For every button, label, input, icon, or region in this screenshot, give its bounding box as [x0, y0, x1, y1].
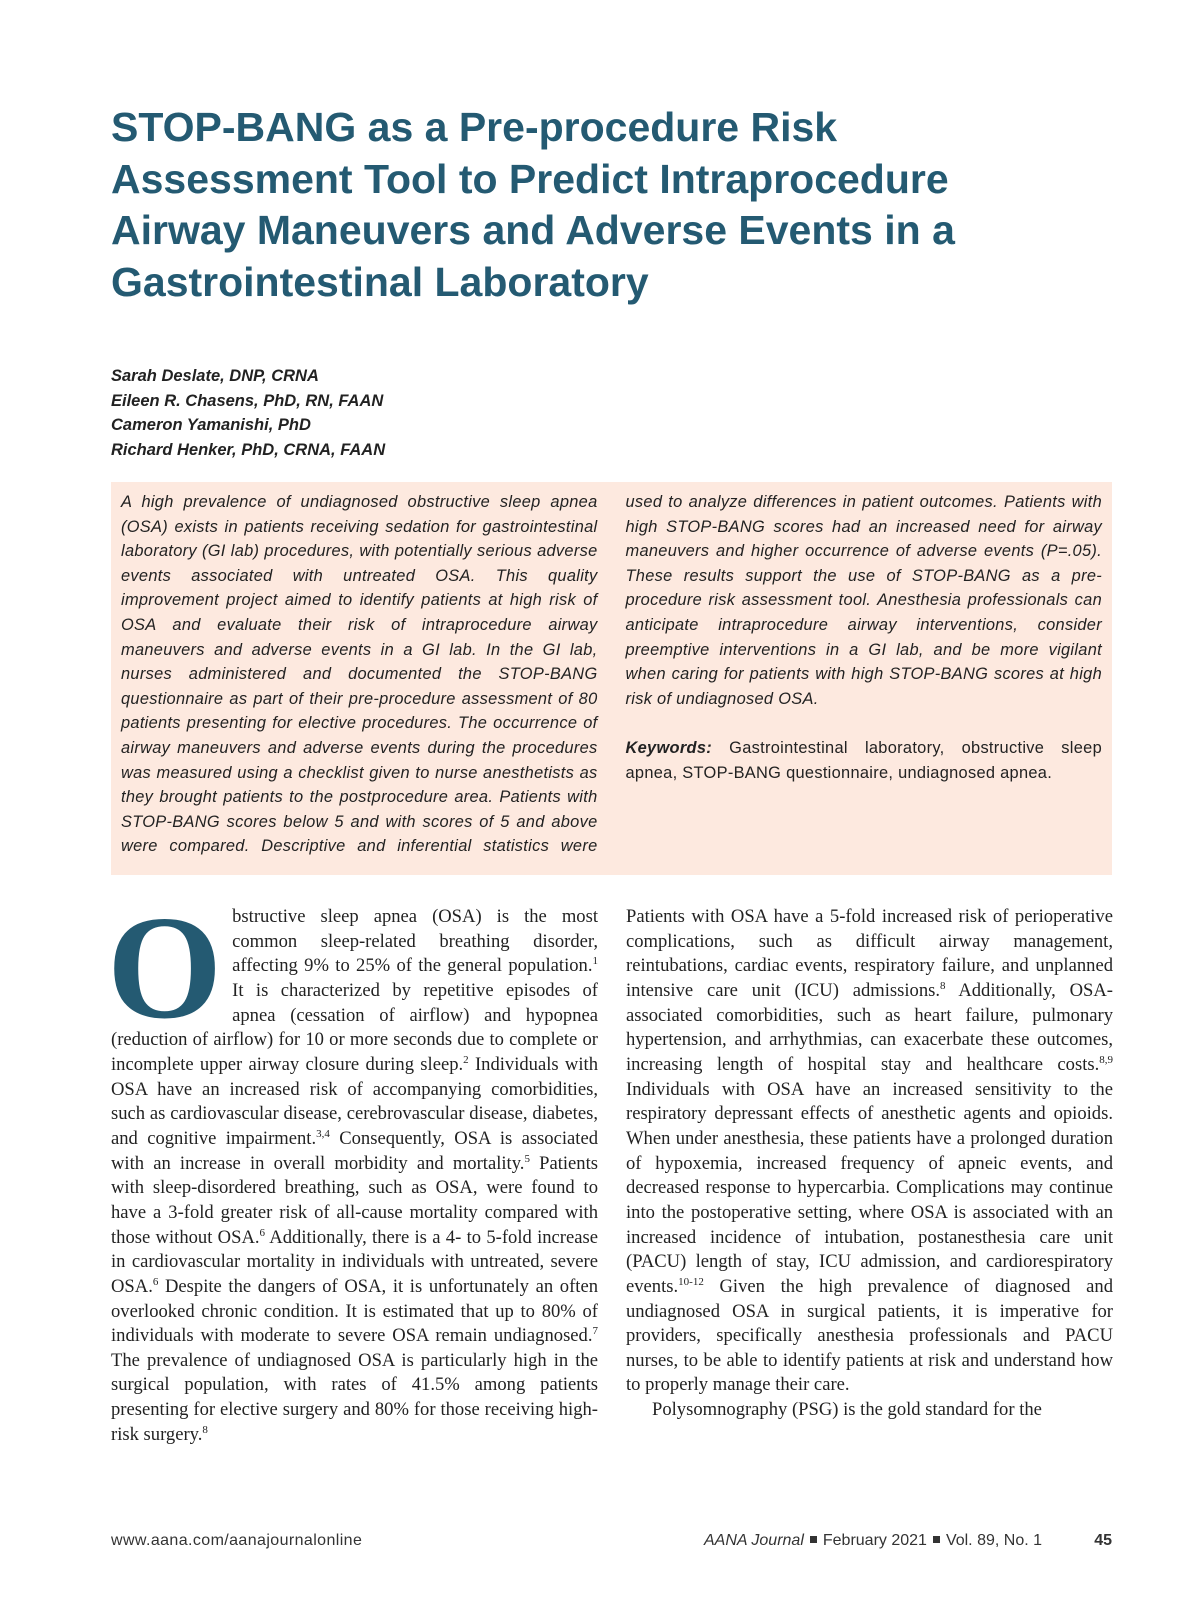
text-run: Additionally, there is a 4- to 5-fold increase in cardiovascular mortality in individuals with untreated, severe OSA.: [111, 1226, 598, 1297]
drop-cap: O: [107, 886, 223, 1050]
separator-square-icon: [810, 1536, 817, 1543]
citation-superscript: 6: [152, 1275, 159, 1288]
text-run: Consequently, OSA is associated with an increase in overall morbidity and mortality.: [111, 1127, 598, 1174]
citation-superscript: 5: [524, 1152, 530, 1165]
text-run: Polysomnography (PSG) is the gold standard for the: [652, 1399, 1042, 1421]
page-number: 45: [1094, 1532, 1112, 1549]
journal-url[interactable]: www.aana.com/aanajournalonline: [111, 1532, 363, 1549]
issue-date: February 2021: [822, 1532, 927, 1549]
text-run: Given the high prevalence of diagnosed and undiagnosed OSA in surgical patients, it is imperative for providers, specifically anesthesia professionals and PACU nurses, to be able to identify patients at risk and understand how to properly manage their care.: [626, 1275, 1113, 1396]
citation-superscript: 8: [202, 1423, 208, 1436]
abstract-text: A high prevalence of undiagnosed obstructive sleep apnea (OSA) exists in patients receiving sedation for gastrointestinal laboratory (GI lab) procedures, with potentially serious adverse events associated with untreated OSA. This quality improvement project aimed to identify patients at high risk of OSA and evaluate their risk of intraprocedure airway maneuvers and adverse events in a GI lab. In the GI lab, nurses administered and documented the STOP-BANG questionnaire as part of their pre-procedure assessment of 80 patients presenting for elective procedures. The occurrence of airway maneuvers and adverse events during the procedures was measured using a checklist given to nurse anesthetists as they brought patients to the postprocedure area. Patients with STOP-BANG scores below 5 and with scores of 5 and above were compared. Descriptive and inferential statistics were used to analyze differences in patient outcomes. Patients with high STOP-BANG scores had an increased need for airway maneuvers and higher occurrence of adverse events (P=.05). These results support the use of STOP-BANG as a pre-procedure risk assessment tool. Anesthesia professionals can anticipate intraprocedure airway interventions, consider preemptive interventions in a GI lab, and be more vigilant when caring for patients with high STOP-BANG scores at high risk of undiagnosed OSA.: [121, 493, 1102, 856]
citation-superscript: 2: [463, 1053, 469, 1066]
keywords-label: Keywords:: [625, 738, 712, 757]
text-run: The prevalence of undiagnosed OSA is particularly high in the surgical population, with rates of 41.5% among patients presenting for elective surgery and 80% for those receiving high-risk surgery.: [111, 1349, 598, 1445]
volume-issue: Vol. 89, No. 1: [945, 1532, 1042, 1549]
citation-superscript: 8: [940, 979, 946, 992]
body-column-right: [626, 905, 1113, 1423]
text-run: Additionally, OSA-associated comorbidities, such as heart failure, pulmonary hypertension, and arrhythmias, can exacerbate these outcomes, increasing length of hospital stay and healthcare costs.: [626, 979, 1113, 1075]
citation-superscript: 1: [592, 955, 598, 968]
text-run: Patients with OSA have a 5-fold increased risk of perioperative complications, such as difficult airway management, reintubations, cardiac events, respiratory failure, and unplanned intensive care unit (ICU) admissions.: [626, 906, 1113, 1001]
author: Richard Henker, PhD, CRNA, FAAN: [111, 440, 386, 459]
author-list: [111, 364, 385, 462]
citation-superscript: 10-12: [678, 1275, 704, 1288]
text-run: Despite the dangers of OSA, it is unfortunately an often overlooked chronic condition. It is estimated that up to 80% of individuals with moderate to severe OSA remain undiagnosed.: [111, 1275, 598, 1347]
journal-name: AANA Journal: [703, 1532, 804, 1549]
text-run: Individuals with OSA have an increased risk of accompanying comorbidities, such as cardiovascular disease, cerebrovascular disease, diabetes, and cognitive impairment.: [111, 1053, 598, 1149]
author: Sarah Deslate, DNP, CRNA: [111, 367, 319, 385]
author: Eileen R. Chasens, PhD, RN, FAAN: [111, 391, 384, 410]
citation-superscript: 6: [259, 1226, 266, 1239]
citation-superscript: 7: [592, 1325, 598, 1338]
citation-superscript: 8,9: [1099, 1053, 1113, 1066]
keywords-text: Gastrointestinal laboratory, obstructive sleep apnea, STOP-BANG questionnaire, undiagnosed apnea.: [625, 738, 1102, 782]
article-title: STOP-BANG as a Pre-procedure Risk Assessment Tool to Predict Intraprocedure Airway Maneuvers and Adverse Events in a Gastrointestinal Laboratory: [111, 104, 955, 305]
body-paragraph: [626, 1398, 1113, 1423]
text-run: It is characterized by repetitive episodes of apnea (cessation of airflow) and hypopnea (reduction of airflow) for 10 or more seconds due to complete or incomplete upper airway closure during sleep.: [111, 979, 598, 1075]
keywords: [626, 736, 1103, 785]
body-column-left: [107, 886, 598, 1447]
separator-square-icon: [933, 1536, 940, 1543]
text-run: Patients with sleep-disordered breathing, such as OSA, were found to have a 3-fold greater risk of all-cause mortality compared with those without OSA.: [111, 1152, 598, 1248]
text-run: Individuals with OSA have an increased sensitivity to the respiratory depressant effects of anesthetic agents and opioids. When under anesthesia, these patients have a prolonged duration of hypoxemia, increased frequency of apneic events, and decreased response to hypercarbia. Complications may continue into the postoperative setting, where OSA is associated with an increased incidence of intubation, postanesthesia care unit (PACU) length of stay, ICU admission, and cardiorespiratory events.: [626, 1078, 1113, 1297]
journal-citation: [704, 1532, 1042, 1550]
citation-superscript: 3,4: [316, 1127, 330, 1140]
body-paragraph: [626, 905, 1113, 1398]
text-run: bstructive sleep apnea (OSA) is the most common sleep-related breathing disorder, affecting 9% to 25% of the general population.: [232, 906, 598, 977]
author: Cameron Yamanishi, PhD: [111, 416, 311, 434]
abstract-box: [111, 482, 1112, 875]
